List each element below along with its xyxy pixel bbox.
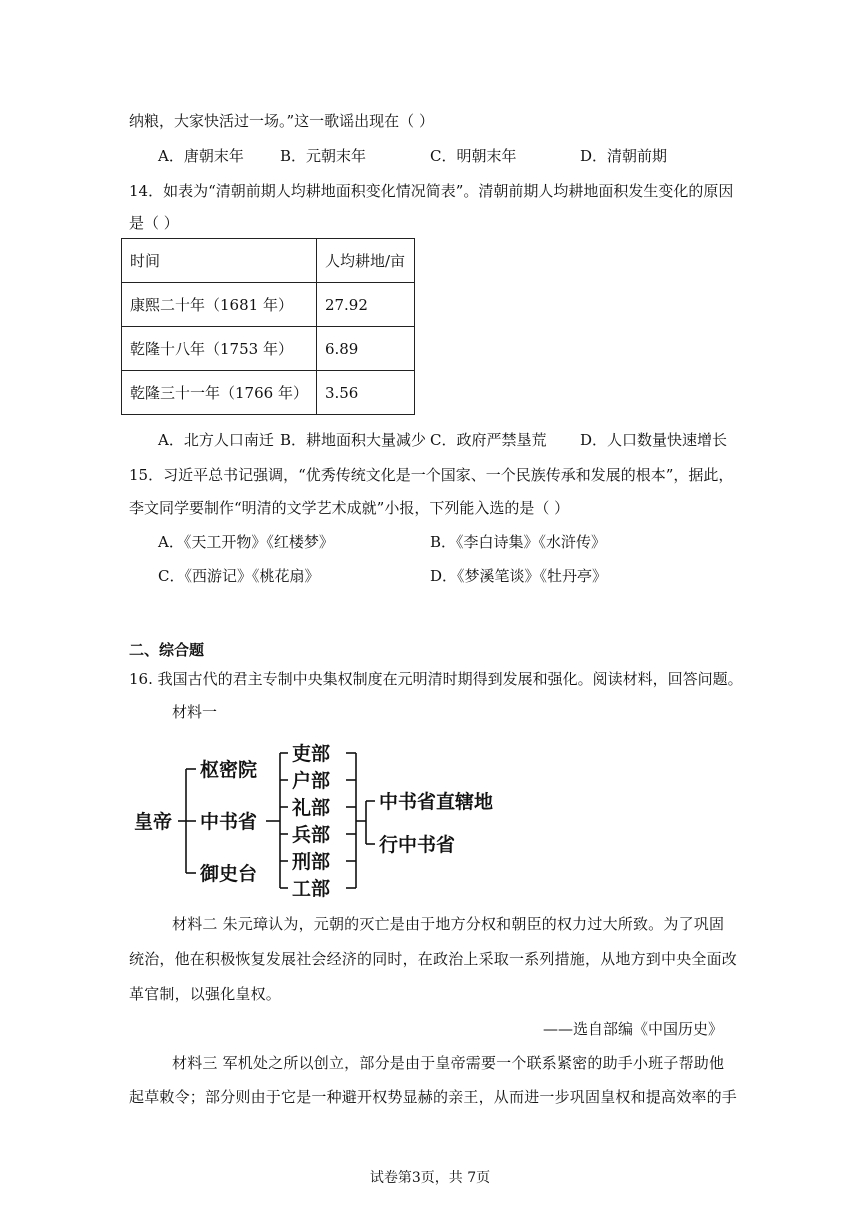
- source-citation: ——选自部编《中国历史》: [542, 1020, 723, 1038]
- node-emperor: 皇帝: [134, 811, 173, 833]
- question-14-stem-cont: 是（ ）: [129, 214, 179, 232]
- option-a: A．北方人口南迁: [158, 431, 274, 449]
- node-level1: 中书省: [200, 811, 258, 833]
- table-cell: 康熙二十年（1681 年）: [122, 283, 317, 327]
- node-local: 行中书省: [379, 834, 456, 856]
- question-13-stem-end: 纳粮，大家快活过一场。”这一歌谣出现在（ ）: [129, 112, 434, 130]
- node-department: 礼部: [292, 797, 331, 819]
- option-d: D．《梦溪笔谈》《牡丹亭》: [430, 567, 608, 585]
- section-heading: 二、综合题: [129, 641, 205, 659]
- table-cell: 乾隆三十一年（1766 年）: [122, 371, 317, 415]
- option-c: C．明朝末年: [430, 147, 517, 165]
- material-3-line: 起草敕令；部分则由于它是一种避开权势显赫的亲王，从而进一步巩固皇权和提高效率的手: [129, 1088, 738, 1106]
- node-level1: 枢密院: [200, 759, 258, 781]
- question-15-stem-cont: 李文同学要制作“明清的文学艺术成就”小报，下列能入选的是（ ）: [129, 499, 570, 517]
- option-c: C．《西游记》《桃花扇》: [158, 567, 320, 585]
- option-b: B．《李白诗集》《水浒传》: [430, 533, 607, 551]
- material-2-line: 材料二 朱元璋认为，元朝的灭亡是由于地方分权和朝臣的权力过大所致。为了巩固: [172, 915, 725, 933]
- table-cell: 3.56: [316, 371, 414, 415]
- node-level1: 御史台: [200, 863, 258, 885]
- option-d: D．清朝前期: [580, 147, 668, 165]
- page-footer: 试卷第3页，共 7页: [369, 1170, 491, 1186]
- arable-land-table: [121, 238, 415, 415]
- table-header-row: [122, 239, 415, 283]
- node-department: 工部: [292, 878, 331, 898]
- table-cell: 6.89: [316, 327, 414, 371]
- table-cell: 27.92: [316, 283, 414, 327]
- table-row: [122, 371, 415, 415]
- table-row: [122, 283, 415, 327]
- question-14-stem: 14．如表为“清朝前期人均耕地面积变化情况简表”。清朝前期人均耕地面积发生变化的原因: [129, 182, 734, 200]
- node-department: 刑部: [292, 851, 331, 873]
- node-department: 吏部: [292, 743, 331, 765]
- option-c: C．政府严禁垦荒: [430, 431, 547, 449]
- table-header-cell: 时间: [122, 239, 317, 283]
- option-d: D．人口数量快速增长: [580, 431, 728, 449]
- option-b: B．元朝末年: [280, 147, 367, 165]
- node-department: 户部: [292, 770, 331, 792]
- option-a: A．《天工开物》《红楼梦》: [158, 533, 334, 551]
- question-16-stem: 16. 我国古代的君主专制中央集权制度在元明清时期得到发展和强化。阅读材料，回答问题。: [129, 670, 743, 688]
- material-2-line: 革官制，以强化皇权。: [129, 985, 282, 1003]
- material-1-label: 材料一: [172, 703, 218, 721]
- option-b: B．耕地面积大量减少: [280, 431, 427, 449]
- material-2-line: 统治，他在积极恢复发展社会经济的同时，在政治上采取一系列措施，从地方到中央全面改: [129, 950, 738, 968]
- table-header-cell: 人均耕地/亩: [316, 239, 414, 283]
- table-cell: 乾隆十八年（1753 年）: [122, 327, 317, 371]
- node-department: 兵部: [292, 824, 331, 846]
- node-local: 中书省直辖地: [379, 791, 494, 813]
- government-structure-diagram: [130, 738, 530, 898]
- material-3-line: 材料三 军机处之所以创立，部分是由于皇帝需要一个联系紧密的助手小班子帮助他: [172, 1054, 725, 1072]
- question-15-stem: 15．习近平总书记强调，“优秀传统文化是一个国家、一个民族传承和发展的根本”，据此，: [129, 466, 734, 484]
- table-row: [122, 327, 415, 371]
- option-a: A．唐朝末年: [158, 147, 244, 165]
